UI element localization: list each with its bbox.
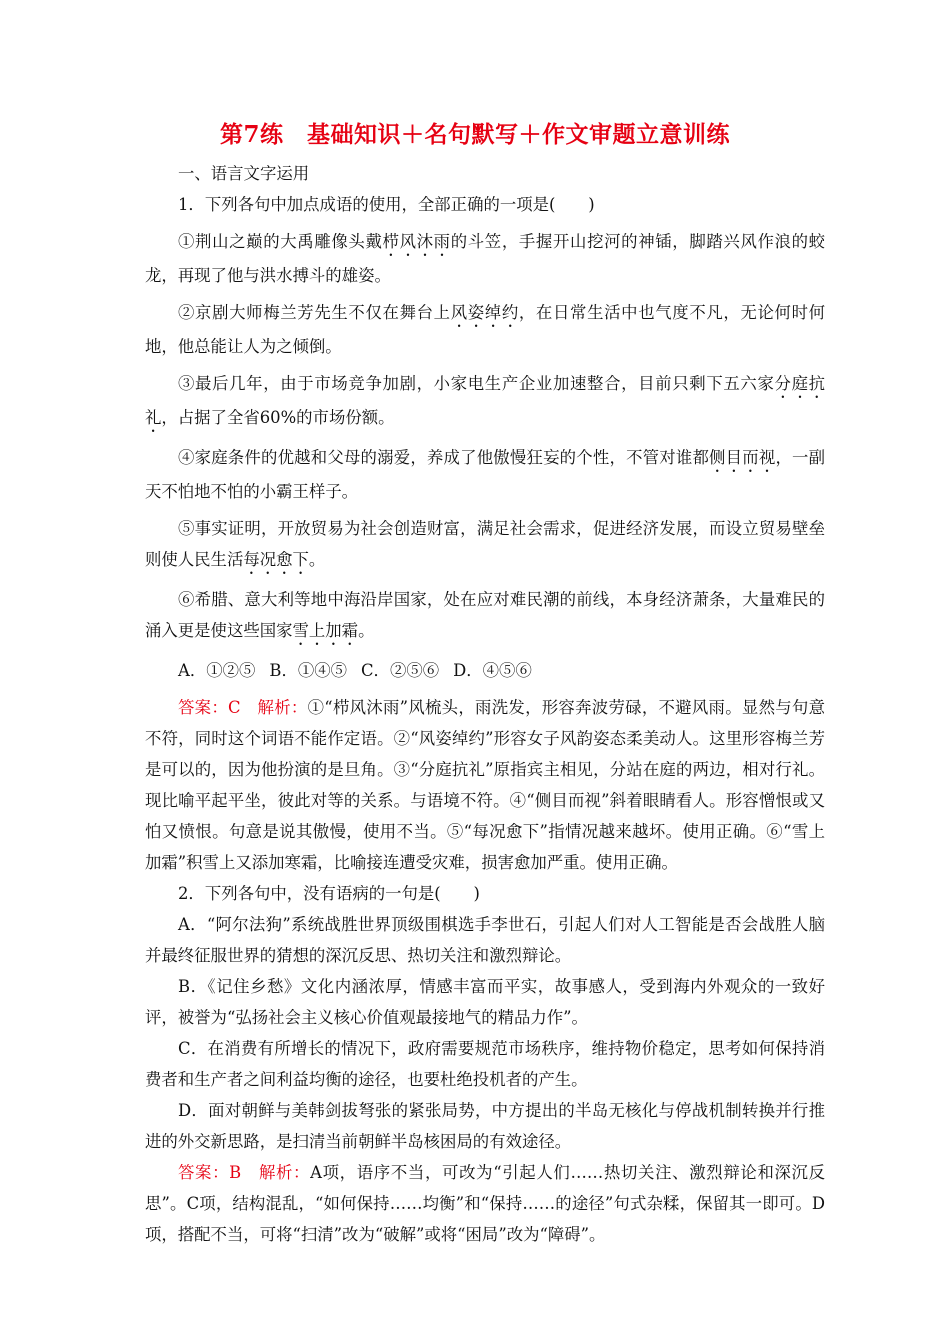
- question-1-answer: 答案：C 解析：①“栉风沐雨”风梳头，雨洗发，形容奔波劳碌，不避风雨。显然与句意不符，同时这个词语不能作定语。②“风姿绰约”形容女子风韵姿态柔美动人。这里形容梅兰芳是可以的，因为他扮演的是旦角。③“分庭抗礼”原指宾主相见，分站在庭的两边，相对行礼。现比喻平起平坐，彼此对等的关系。与语境不符。④“侧目而视”斜着眼睛看人。形容憎恨或又怕又愤恨。句意是说其傲慢，使用不当。⑤“每况愈下”指情况越来越坏。使用正确。⑥“雪上加霜”积雪上又添加寒霜，比喻接连遭受灾难，损害愈加严重。使用正确。: [145, 698, 825, 872]
- sentence-1: ①荆山之巅的大禹雕像头戴栉风沐雨的斗笠，手握开山挖河的神锸，脚踏兴风作浪的蛟龙，再现了他与洪水搏斗的雄姿。: [145, 232, 826, 285]
- option-d: D．④⑤⑥: [453, 661, 532, 680]
- question-1-options: [145, 655, 825, 686]
- sentence-3: ③最后几年，由于市场竞争加剧，小家电生产企业加速整合，目前只剩下五六家分庭抗礼，占据了全省60%的市场份额。: [145, 374, 826, 427]
- sentence-4: ④家庭条件的优越和父母的溺爱，养成了他傲慢狂妄的个性，不管对谁都侧目而视，一副天不怕地不怕的小霸王样子。: [145, 448, 826, 501]
- section-heading: 一、语言文字运用: [178, 164, 310, 183]
- dotted-idiom: 分庭抗礼: [145, 374, 826, 427]
- answer-label: 答案：C 解析：: [178, 698, 308, 717]
- dotted-idiom: 每况愈下: [243, 550, 309, 569]
- question-2-option-a: A．“阿尔法狗”系统战胜世界顶级围棋选手李世石，引起人们对人工智能是否会战胜人脑并最终征服世界的猜想的深沉反思、热切关注和激烈辩论。: [145, 915, 825, 965]
- question-2-option-c: C．在消费有所增长的情况下，政府需要规范市场秩序，维持物价稳定，思考如何保持消费者和生产者之间利益均衡的途径，也要杜绝投机者的产生。: [145, 1039, 825, 1089]
- document-body: [145, 158, 825, 1250]
- option-a: A．①②⑤: [178, 661, 256, 680]
- question-2-answer: 答案：B 解析：A项，语序不当，可改为“引起人们……热切关注、激烈辩论和深沉反思”。C项，结构混乱，“如何保持……均衡”和“保持……的途径”句式杂糅，保留其一即可。D项，搭配不当，可将“扫清”改为“破解”或将“困局”改为“障碍”。: [145, 1163, 826, 1244]
- sentence-5: ⑤事实证明，开放贸易为社会创造财富，满足社会需求，促进经济发展，而设立贸易壁垒则使人民生活每况愈下。: [145, 519, 825, 569]
- page-title: 第7练 基础知识＋名句默写＋作文审题立意训练: [219, 121, 730, 148]
- option-b: B．①④⑤: [269, 661, 348, 680]
- question-2-option-b: B．《记住乡愁》文化内涵浓厚，情感丰富而平实，故事感人，受到海内外观众的一致好评，被誉为“弘扬社会主义核心价值观最接地气的精品力作”。: [145, 977, 825, 1027]
- question-2-stem: 2．下列各句中，没有语病的一句是( ): [178, 884, 480, 903]
- sentence-6: ⑥希腊、意大利等地中海沿岸国家，处在应对难民潮的前线，本身经济萧条，大量难民的涌入更是使这些国家雪上加霜。: [145, 590, 825, 640]
- question-2-option-d: D．面对朝鲜与美韩剑拔弩张的紧张局势，中方提出的半岛无核化与停战机制转换并行推进的外交新思路，是扫清当前朝鲜半岛核困局的有效途径。: [145, 1101, 825, 1151]
- dotted-idiom: 雪上加霜: [292, 621, 359, 640]
- question-1-stem: 1．下列各句中加点成语的使用，全部正确的一项是( ): [178, 195, 595, 214]
- dotted-idiom: 栉风沐雨: [382, 232, 451, 251]
- answer-label: 答案：B 解析：: [178, 1163, 311, 1182]
- dotted-idiom: 风姿绰约: [450, 303, 519, 322]
- dotted-idiom: 侧目而视: [709, 448, 776, 467]
- option-c: C．②⑤⑥: [361, 661, 440, 680]
- sentence-2: ②京剧大师梅兰芳先生不仅在舞台上风姿绰约，在日常生活中也气度不凡，无论何时何地，他总能让人为之倾倒。: [145, 303, 826, 356]
